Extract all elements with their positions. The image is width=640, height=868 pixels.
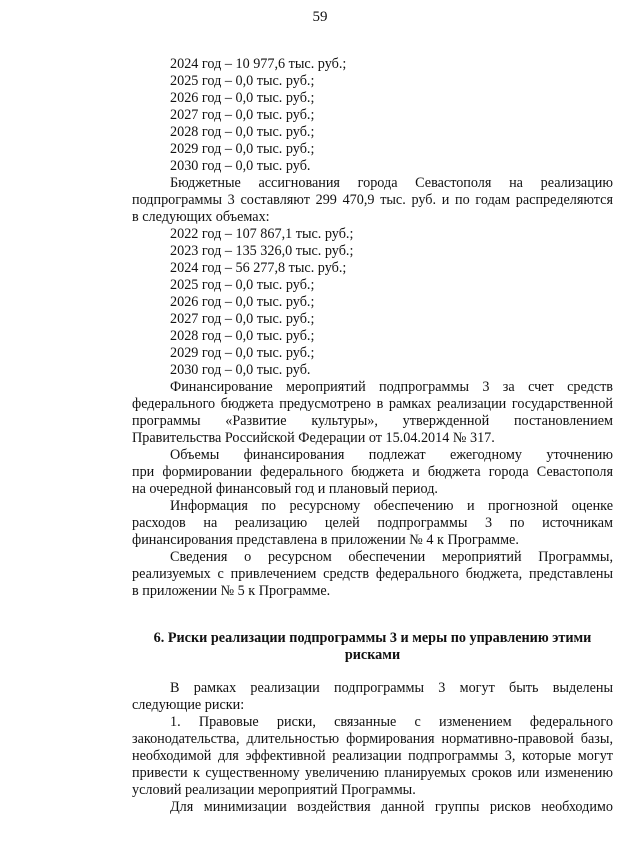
text-line: 2030 год – 0,0 тыс. руб. [170,158,311,174]
text-line: финансирования представлена в приложении № 4 к Программе. [132,532,519,548]
text-line: Финансирование мероприятий подпрограммы 3 за счет средств [170,379,613,395]
text-line: Правительства Российской Федерации от 15.04.2014 № 317. [132,430,495,446]
text-line: 2023 год – 135 326,0 тыс. руб.; [170,243,354,259]
text-line: законодательства, длительностью формирования нормативно-правовой базы, [132,731,613,747]
text-line: 2029 год – 0,0 тыс. руб.; [170,141,315,157]
text-line: расходов на реализацию целей подпрограммы 3 по источникам [132,515,613,531]
text-line: Сведения о ресурсном обеспечении мероприятий Программы, [170,549,613,565]
text-line: при формировании федерального бюджета и бюджета города Севастополя [132,464,613,480]
text-line: следующие риски: [132,697,245,713]
section-heading-line: рисками [344,647,401,663]
text-line: 2029 год – 0,0 тыс. руб.; [170,345,315,361]
text-line: 2025 год – 0,0 тыс. руб.; [170,73,315,89]
text-line: Бюджетные ассигнования города Севастополя на реализацию [170,175,613,191]
text-line: в приложении № 5 к Программе. [132,583,331,599]
text-line: 2024 год – 10 977,6 тыс. руб.; [170,56,347,72]
text-line: условий реализации мероприятий Программы. [132,782,416,798]
text-line: Объемы финансирования подлежат ежегодному уточнению [170,447,613,463]
text-line: 2027 год – 0,0 тыс. руб.; [170,311,315,327]
text-line: в следующих объемах: [132,209,270,225]
text-line: 2026 год – 0,0 тыс. руб.; [170,294,315,310]
text-line: 2028 год – 0,0 тыс. руб.; [170,328,315,344]
text-line: необходимой для эффективной реализации подпрограммы 3, которые могут [132,748,613,764]
text-line: на очередной финансовый год и плановый период. [132,481,438,497]
text-line: 2028 год – 0,0 тыс. руб.; [170,124,315,140]
text-line: Информация по ресурсному обеспечению и прогнозной оценке [170,498,613,514]
text-line: 1. Правовые риски, связанные с изменением федерального [170,714,613,730]
text-line: В рамках реализации подпрограммы 3 могут быть выделены [170,680,613,696]
section-heading-line: 6. Риски реализации подпрограммы 3 и меры по управлению этими [153,630,592,646]
text-line: привести к существенному увеличению планируемых сроков или изменению [132,765,613,781]
text-line: 2030 год – 0,0 тыс. руб. [170,362,311,378]
text-line: 2025 год – 0,0 тыс. руб.; [170,277,315,293]
text-line: 2024 год – 56 277,8 тыс. руб.; [170,260,347,276]
text-line: 2027 год – 0,0 тыс. руб.; [170,107,315,123]
text-line: подпрограммы 3 составляют 299 470,9 тыс. руб. и по годам распределяются [132,192,613,208]
text-line: 2026 год – 0,0 тыс. руб.; [170,90,315,106]
page-number: 59 [312,9,328,25]
text-line: реализуемых с привлечением средств федерального бюджета, представлены [132,566,613,582]
text-line: Для минимизации воздействия данной группы рисков необходимо [170,799,613,815]
text-line: федерального бюджета предусмотрено в рамках реализации государственной [132,396,613,412]
text-line: программы «Развитие культуры», утвержденной постановлением [132,413,613,429]
text-line: 2022 год – 107 867,1 тыс. руб.; [170,226,354,242]
